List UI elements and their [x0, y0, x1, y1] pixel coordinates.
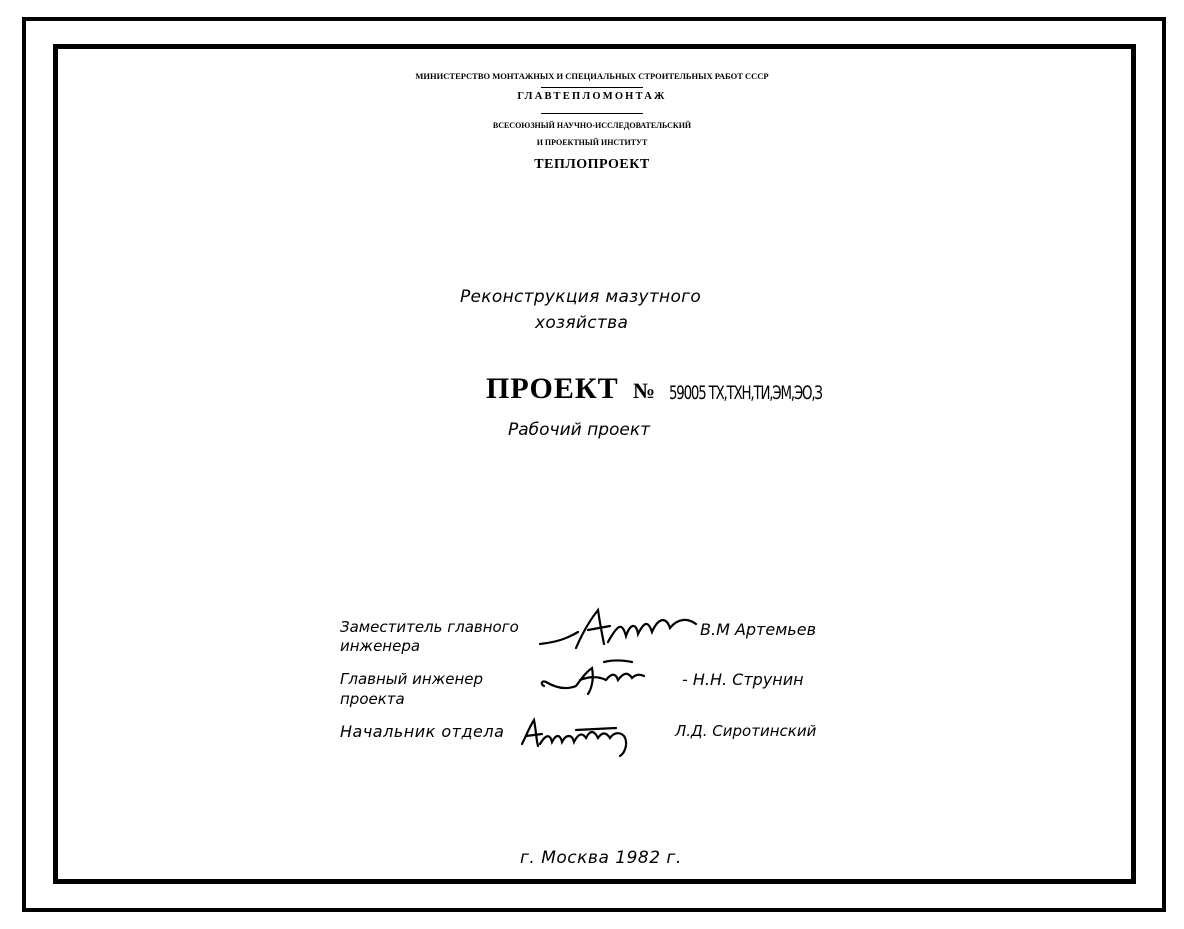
signature-1 [538, 604, 708, 652]
city-year: г. Москва 1982 г. [520, 848, 682, 868]
signature-2 [536, 654, 666, 698]
header-rule-top [541, 87, 643, 88]
glavk-name: ГЛАВТЕПЛОМОНТАЖ [517, 91, 667, 102]
signatory-1-role-line-1: Заместитель главного [340, 618, 519, 636]
title-line-1: Реконструкция мазутного [460, 287, 702, 307]
ministry-name: МИНИСТЕРСТВО МОНТАЖНЫХ И СПЕЦИАЛЬНЫХ СТРОИТЕЛЬНЫХ РАБОТ СССР [415, 71, 769, 81]
institute-name: ТЕПЛОПРОЕКТ [534, 157, 650, 172]
signatory-3-role: Начальник отдела [340, 722, 505, 741]
header-rule-bottom [541, 113, 643, 114]
project-code: 59005 ТХ,ТХН,ТИ,ЭМ,ЭО,З [669, 382, 822, 404]
number-sign: № [633, 378, 656, 403]
signatory-1-role-line-2: инженера [340, 637, 421, 655]
signatory-3-name: Л.Д. Сиротинский [675, 722, 817, 740]
signatory-1-name: В.М Артемьев [700, 620, 816, 639]
signatory-2-role-line-1: Главный инженер [340, 670, 483, 688]
signatory-2-role-line-2: проекта [340, 690, 405, 708]
institute-line-1: ВСЕСОЮЗНЫЙ НАУЧНО-ИССЛЕДОВАТЕЛЬСКИЙ [492, 121, 692, 130]
signatory-2-name: - Н.Н. Струнин [682, 670, 804, 689]
project-subtitle: Рабочий проект [508, 420, 651, 440]
signature-3 [516, 708, 646, 760]
project-heading: ПРОЕКТ [486, 372, 619, 405]
institute-line-2: И ПРОЕКТНЫЙ ИНСТИТУТ [536, 138, 648, 147]
title-line-2: хозяйства [535, 313, 629, 333]
